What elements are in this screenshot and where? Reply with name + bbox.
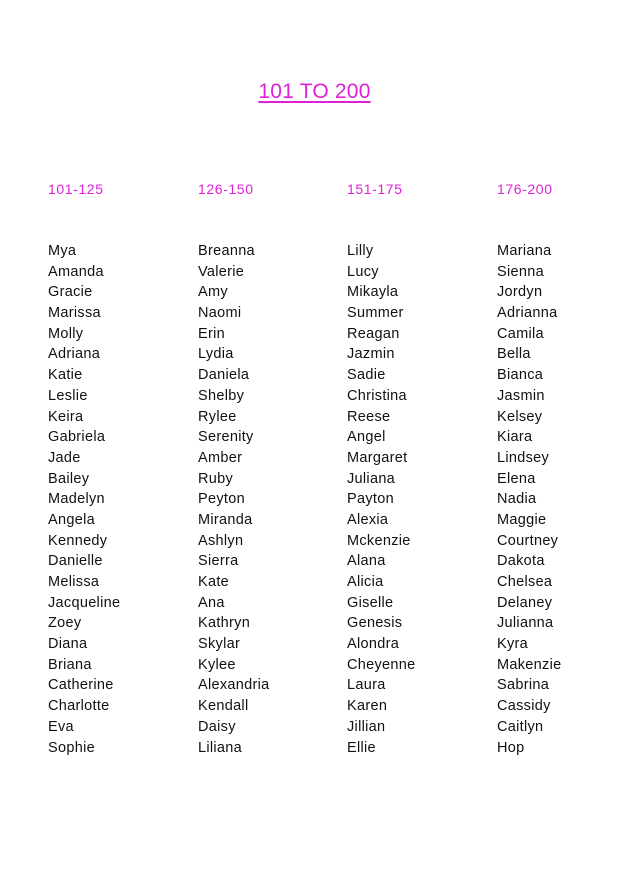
name-item: Katie (48, 367, 83, 384)
name-item: Ashlyn (198, 532, 244, 549)
name-item: Julianna (497, 615, 554, 632)
name-item: Sadie (347, 367, 386, 384)
name-item: Kyra (497, 636, 529, 653)
name-item: Genesis (347, 615, 403, 632)
name-item: Serenity (198, 429, 254, 446)
name-item: Makenzie (497, 656, 562, 673)
name-item: Lucy (347, 263, 379, 280)
name-column-101-125 (48, 180, 188, 758)
name-item: Amber (198, 449, 243, 466)
name-item: Jade (48, 449, 81, 466)
name-item: Delaney (497, 594, 553, 611)
name-item: Chelsea (497, 574, 553, 590)
column-header: 176-200 (497, 181, 553, 197)
name-item: Daisy (198, 718, 236, 735)
name-list (347, 241, 487, 758)
name-item: Ana (198, 594, 225, 611)
name-item: Leslie (48, 387, 88, 404)
name-item: Elena (497, 470, 536, 487)
name-item: Liliana (198, 739, 243, 756)
name-item: Melissa (48, 574, 100, 590)
name-item: Margaret (347, 449, 408, 466)
name-item: Sophie (48, 739, 95, 756)
name-item: Shelby (198, 387, 245, 404)
name-item: Kate (198, 574, 230, 590)
name-item: Hop (497, 739, 525, 756)
name-item: Mariana (497, 243, 552, 259)
name-item: Kathryn (198, 615, 251, 632)
name-item: Reese (347, 408, 391, 425)
name-item: Mya (48, 243, 77, 259)
name-item: Charlotte (48, 698, 110, 715)
column-header: 151-175 (347, 181, 403, 197)
name-item: Laura (347, 677, 386, 694)
name-item: Sierra (198, 553, 239, 570)
name-item: Eva (48, 718, 74, 735)
name-item: Briana (48, 656, 92, 673)
name-item: Bianca (497, 367, 544, 384)
name-list (497, 241, 629, 758)
name-item: Daniela (198, 367, 250, 384)
name-item: Dakota (497, 553, 545, 570)
name-item: Jasmin (497, 387, 545, 404)
name-item: Marissa (48, 305, 101, 322)
name-item: Danielle (48, 553, 103, 570)
name-item: Bella (497, 346, 531, 363)
name-item: Summer (347, 305, 404, 322)
name-item: Naomi (198, 305, 242, 322)
name-item: Jordyn (497, 284, 543, 301)
name-item: Caitlyn (497, 718, 544, 735)
name-item: Alicia (347, 574, 384, 590)
name-item: Reagan (347, 325, 400, 342)
name-item: Christina (347, 387, 407, 404)
name-item: Jacqueline (48, 594, 121, 611)
name-item: Madelyn (48, 491, 105, 508)
name-item: Adrianna (497, 305, 558, 322)
name-column-176-200 (497, 180, 629, 758)
name-item: Lindsey (497, 449, 550, 466)
name-item: Ruby (198, 470, 234, 487)
name-list (198, 241, 338, 758)
name-item: Molly (48, 325, 84, 342)
name-item: Angel (347, 429, 386, 446)
name-list (48, 241, 188, 758)
name-item: Diana (48, 636, 88, 653)
name-item: Sabrina (497, 677, 550, 694)
column-header: 101-125 (48, 181, 104, 197)
name-item: Miranda (198, 511, 253, 528)
name-item: Amanda (48, 263, 104, 280)
name-item: Kennedy (48, 532, 108, 549)
name-column-126-150 (198, 180, 338, 758)
name-item: Sienna (497, 263, 544, 280)
name-item: Cheyenne (347, 656, 416, 673)
name-item: Payton (347, 491, 394, 508)
name-item: Gracie (48, 284, 93, 301)
name-item: Erin (198, 325, 225, 342)
name-item: Courtney (497, 532, 559, 549)
name-item: Bailey (48, 470, 90, 487)
name-item: Alexia (347, 511, 389, 528)
name-item: Skylar (198, 636, 241, 653)
name-column-151-175 (347, 180, 487, 758)
name-item: Amy (198, 284, 228, 301)
name-item: Adriana (48, 346, 101, 363)
name-item: Kelsey (497, 408, 543, 425)
name-item: Nadia (497, 491, 537, 508)
page-title: 101 TO 200 (258, 80, 371, 103)
name-item: Kiara (497, 429, 533, 446)
name-item: Maggie (497, 511, 547, 528)
name-item: Camila (497, 325, 544, 342)
name-item: Kylee (198, 656, 236, 673)
name-item: Catherine (48, 677, 114, 694)
name-item: Cassidy (497, 698, 551, 715)
name-item: Alexandria (198, 677, 270, 694)
name-item: Mikayla (347, 284, 399, 301)
name-item: Keira (48, 408, 84, 425)
name-item: Valerie (198, 263, 245, 280)
name-item: Breanna (198, 243, 255, 259)
name-item: Alondra (347, 636, 400, 653)
name-item: Zoey (48, 615, 82, 632)
name-item: Angela (48, 511, 95, 528)
name-item: Alana (347, 553, 386, 570)
name-item: Ellie (347, 739, 376, 756)
name-item: Jillian (347, 718, 386, 735)
name-item: Peyton (198, 491, 245, 508)
column-header: 126-150 (198, 181, 254, 197)
name-item: Gabriela (48, 429, 106, 446)
name-item: Lydia (198, 346, 234, 363)
name-item: Mckenzie (347, 532, 411, 549)
name-item: Jazmin (347, 346, 395, 363)
name-item: Rylee (198, 408, 237, 425)
name-item: Kendall (198, 698, 249, 715)
name-item: Giselle (347, 594, 394, 611)
name-item: Juliana (347, 470, 396, 487)
name-item: Karen (347, 698, 388, 715)
name-item: Lilly (347, 243, 374, 259)
